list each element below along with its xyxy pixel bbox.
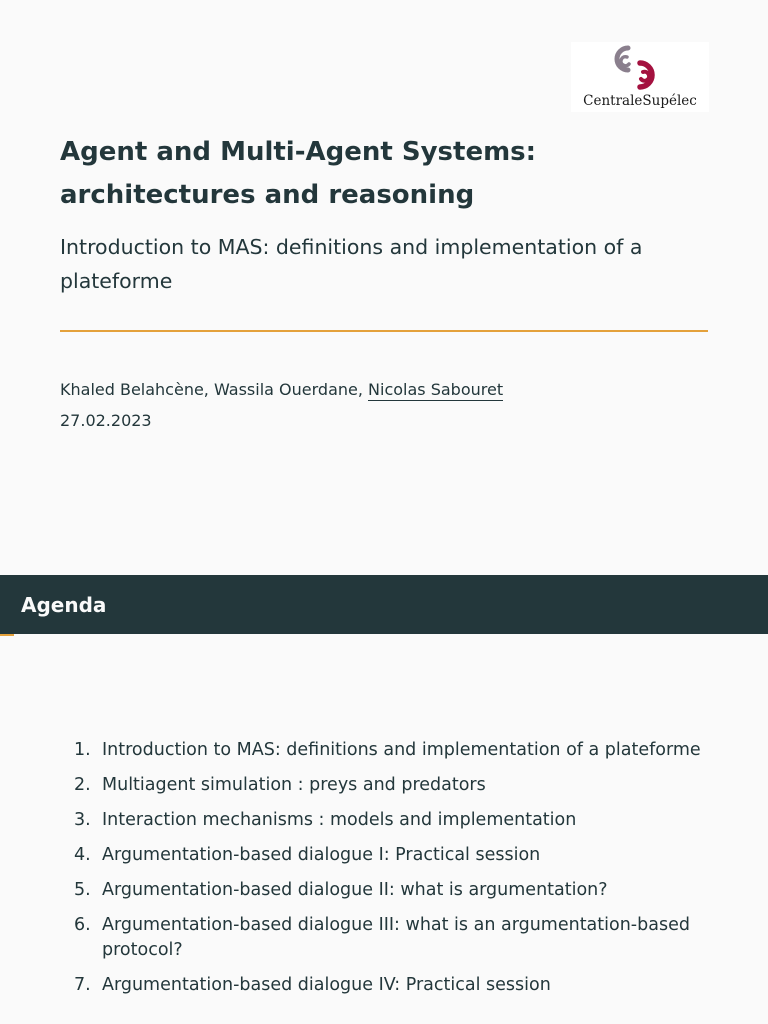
title-line-1: Agent and Multi-Agent Systems: <box>60 137 537 167</box>
authors-list: Khaled Belahcène, Wassila Ouerdane, <box>60 380 369 399</box>
logo-text: CentraleSupélec <box>583 93 697 109</box>
agenda-item-number: 7. <box>74 975 91 995</box>
presentation-subtitle: Introduction to MAS: definitions and implementation of a plateforme <box>60 235 643 293</box>
agenda-item-number: 1. <box>74 740 91 760</box>
agenda-item-text: Interaction mechanisms : models and implementation <box>102 810 577 830</box>
agenda-item-7 <box>60 973 720 998</box>
agenda-item-number: 5. <box>74 880 91 900</box>
agenda-item-6 <box>60 913 720 963</box>
agenda-item-text: Multiagent simulation : preys and predators <box>102 775 486 795</box>
agenda-heading: Agenda <box>21 593 107 617</box>
agenda-slide <box>0 575 768 1024</box>
title-line-2: architectures and reasoning <box>60 180 475 210</box>
agenda-item-1 <box>60 738 720 763</box>
agenda-list <box>60 738 720 1008</box>
frame-title-bar <box>0 575 768 634</box>
agenda-item-text: Argumentation-based dialogue III: what is an argumentation-based protocol? <box>102 915 690 960</box>
agenda-item-text: Argumentation-based dialogue IV: Practical session <box>102 975 551 995</box>
presentation-date: 27.02.2023 <box>60 411 152 430</box>
header-progress-accent <box>0 634 14 636</box>
title-divider <box>60 330 708 332</box>
agenda-item-number: 3. <box>74 810 91 830</box>
agenda-item-text: Argumentation-based dialogue I: Practical session <box>102 845 541 865</box>
agenda-item-text: Introduction to MAS: definitions and implementation of a plateforme <box>102 740 701 760</box>
logo-swirl-icon <box>608 44 672 94</box>
presentation-title <box>60 131 720 217</box>
agenda-item-5 <box>60 878 720 903</box>
agenda-item-number: 2. <box>74 775 91 795</box>
agenda-item-3 <box>60 808 720 833</box>
agenda-item-2 <box>60 773 720 798</box>
agenda-item-number: 6. <box>74 915 91 935</box>
authors <box>60 378 503 402</box>
agenda-item-number: 4. <box>74 845 91 865</box>
centralesupelec-logo <box>571 42 709 112</box>
agenda-item-4 <box>60 843 720 868</box>
presenting-author: Nicolas Sabouret <box>368 380 504 399</box>
agenda-item-text: Argumentation-based dialogue II: what is argumentation? <box>102 880 608 900</box>
